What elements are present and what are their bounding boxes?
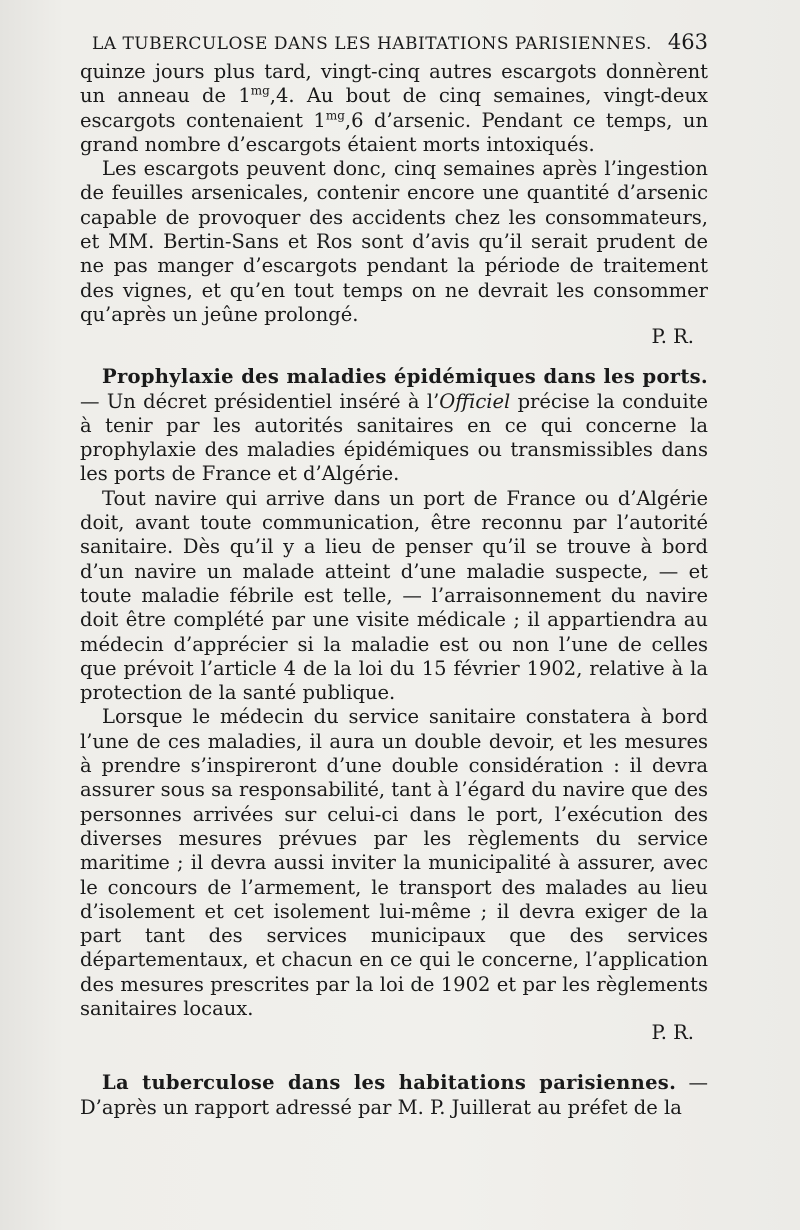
signature-initials: P. R. [651, 325, 694, 349]
section-prophylaxie-intro: Prophylaxie des maladies épidémiques dans les ports. — Un décret présidentiel inséré à l’Officiel précise la conduite à tenir par les autorités sanitaires en ce qui concerne la prophylaxie des maladies épidémiques ou transmissibles dans les ports de France et d’Algérie. [80, 365, 708, 486]
paragraph-navire-arrivee: Tout navire qui arrive dans un port de France ou d’Algérie doit, avant toute communication, être reconnu par l’autorité sanitaire. Dès qu’il y a lieu de penser qu’il se trouve à bord d’un navire un malade atteint d’une maladie suspecte, — et toute maladie fébrile est telle, — l’arraisonnement du navire doit être complété par une visite médicale ; il appartiendra au médecin d’apprécier si la maladie est ou non l’une de celles que prévoit l’article 4 de la loi du 15 février 1902, relative à la protection de la santé publique. [80, 486, 708, 705]
signature-initials: P. R. [651, 1021, 694, 1045]
section-title-prophylaxie: Prophylaxie des maladies épidémiques dans les ports. [102, 365, 708, 389]
section-tuberculose-intro: La tuberculose dans les habitations parisiennes. — D’après un rapport adressé par M. P. Juillerat au préfet de la [80, 1071, 709, 1119]
paragraph-medecin-devoir: Lorsque le médecin du service sanitaire constatera à bord l’une de ces maladies, il aura un double devoir, et les mesures à prendre s’inspireront d’une double considération : il devra assurer sous sa responsabilité, tant à l’égard du navire que des personnes arrivées sur celui-ci dans le port, l’exécution des diverses mesures prévues par les règlements du service maritime ; il devra aussi inviter la municipalité à assurer, avec le concours de l’armement, le transport des malades au lieu d’isolement et cet isolement lui-même ; il devra exiger de la part tant des services municipaux que des services départementaux, et chacun en ce qui le concerne, l’application des mesures prescrites par la loi de 1902 et par les règlements sanitaires locaux. [80, 705, 708, 1020]
running-header [92, 30, 708, 54]
paragraph-escargots-continued: quinze jours plus tard, vingt-cinq autres escargots donnèrent un anneau de $1^{mg},4$. Au bout de cinq semaines, vingt-deux escargots contenaient $1^{mg},6$ d’arsenic. Pendant ce temps, un grand nombre d’escargots étaient morts intoxiqués. [80, 60, 708, 156]
section-title-tuberculose: La tuberculose dans les habitations parisiennes. [102, 1071, 677, 1095]
running-title: LA TUBERCULOSE DANS LES HABITATIONS PARISIENNES. [92, 34, 652, 54]
paragraph-escargots-conclusion: Les escargots peuvent donc, cinq semaines après l’ingestion de feuilles arsenicales, contenir encore une quantité d’arsenic capable de provoquer des accidents chez les consommateurs, et MM. Bertin-Sans et Ros sont d’avis qu’il serait prudent de ne pas manger d’escargots pendant la période de traitement des vignes, et qu’en tout temps on ne devrait les consommer qu’après un jeûne prolongé. [80, 157, 708, 326]
page-number: 463 [667, 30, 708, 54]
